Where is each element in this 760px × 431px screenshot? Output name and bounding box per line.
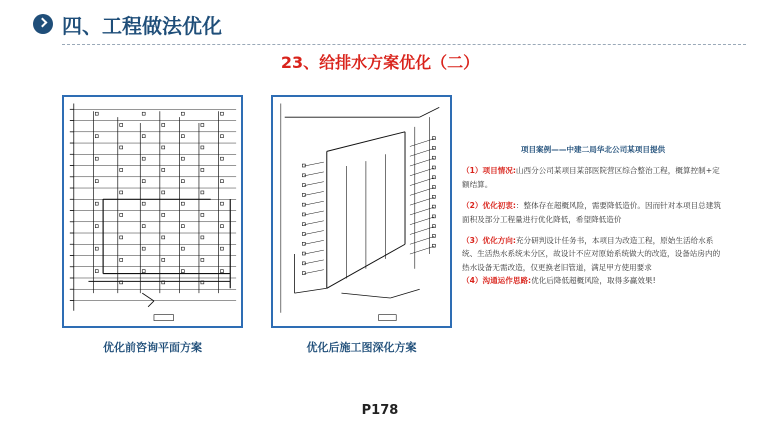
fixture-mark [181,225,184,228]
fixture-mark [95,157,98,160]
fixture-mark [120,191,123,194]
fixture-mark [201,168,204,171]
fixture-mark [201,123,204,126]
fixture-mark [142,157,145,160]
fixture-mark [201,146,204,149]
fixture-mark [220,202,223,205]
fixture-mark [201,191,204,194]
fixture-mark [162,213,165,216]
fixture-mark [220,270,223,273]
fixture-mark [142,112,145,115]
fixture-mark [302,164,305,167]
branch-line [410,246,434,254]
info-item-1 [462,164,724,191]
info-item-label: （1）项目情况: [462,166,516,176]
fixture-mark [120,258,123,261]
fixture-mark [95,135,98,138]
branch-line [304,250,324,254]
pipe-line [295,288,327,293]
fixture-mark [181,247,184,250]
fixture-mark [220,112,223,115]
fixture-mark [302,262,305,265]
before-plan-drawing [62,95,243,328]
fixture-mark [142,247,145,250]
fixture-mark [220,157,223,160]
fixture-mark [95,247,98,250]
fixture-mark [302,233,305,236]
branch-line [304,231,324,235]
fixture-mark [302,184,305,187]
branch-line [410,139,434,147]
branch-line [410,158,434,166]
branch-line [304,221,324,225]
fixture-mark [162,191,165,194]
info-item-4 [462,274,724,287]
branch-line [304,260,324,264]
fixture-mark [120,236,123,239]
fixture-mark [95,225,98,228]
fixture-mark [181,157,184,160]
fixture-mark [95,180,98,183]
pipe-line [390,289,419,298]
fixture-mark [201,213,204,216]
fixture-mark [181,180,184,183]
pipe-line [148,301,154,307]
branch-line [410,197,434,205]
fixture-mark [142,202,145,205]
fixture-mark [95,202,98,205]
branch-line [304,211,324,215]
before-plan-caption: 优化前咨询平面方案 [103,341,202,354]
branch-line [304,201,324,205]
fixture-mark [95,112,98,115]
main-pipe [420,107,440,117]
fixture-mark [162,123,165,126]
fixture-mark [220,225,223,228]
fixture-mark [120,168,123,171]
after-plan-drawing [271,95,452,328]
fixture-mark [142,225,145,228]
branch-line [410,227,434,235]
branch-line [410,207,434,215]
drawing-label-box [379,315,397,321]
info-item-3 [462,234,724,274]
main-title: 23、给排水方案优化（二） [280,53,480,72]
fixture-mark [181,202,184,205]
fixture-mark [120,123,123,126]
fixture-mark [181,112,184,115]
fixture-mark [181,135,184,138]
after-plan-svg [273,97,450,326]
fixture-mark [302,213,305,216]
fixture-mark [302,242,305,245]
info-heading: 项目案例——中建二局华北公司某项目提供 [520,145,666,154]
branch-line [410,178,434,186]
branch-line [304,162,324,166]
branch-line [410,148,434,156]
fixture-mark [120,146,123,149]
fixture-mark [201,258,204,261]
branch-line [304,270,324,274]
branch-line [410,217,434,225]
fixture-mark [162,168,165,171]
fixture-mark [162,258,165,261]
pipe-line [341,293,390,298]
fixture-mark [120,213,123,216]
fixture-mark [302,223,305,226]
branch-line [410,188,434,196]
after-plan-caption: 优化后施工图深化方案 [306,341,417,354]
branch-line [410,168,434,176]
fixture-mark [302,174,305,177]
info-item-label: （4）沟通运作思路: [462,276,532,286]
info-item-label: （2）优化初衷: [462,201,516,211]
fixture-mark [220,247,223,250]
info-item-2 [462,199,724,226]
fixture-mark [181,270,184,273]
fixture-mark [220,135,223,138]
branch-line [304,240,324,244]
branch-line [410,236,434,244]
info-item-text: 充分研判设计任务书，本项目为改造工程，原始生活给水系统、生活热水系统未分区，故设计不应对原始系统做大的改造，设备站房内的热水设备无需改造，仅更换老旧管道，满足甲方使用要求 [462,236,721,272]
info-item-text: ：整体存在超概风险，需要降低造价。因而针对本项目总建筑面积及部分工程量进行优化降低，希望降低造价 [462,201,721,224]
info-item-text: 优化后降低超概风险，取得多赢效果! [531,276,656,286]
section-title: 四、工程做法优化 [62,14,222,38]
header-arrow-icon [33,14,53,34]
fixture-mark [142,135,145,138]
fixture-mark [142,180,145,183]
project-info [462,143,724,296]
fixture-mark [162,146,165,149]
fixture-mark [302,252,305,255]
fixture-mark [201,236,204,239]
fixture-mark [302,203,305,206]
before-plan-svg [64,97,241,326]
info-item-text: 山西分公司某项目某部医院营区综合整治工程，概算控制+定额结算。 [462,166,720,189]
main-pipe [327,132,405,152]
branch-line [304,191,324,195]
fixture-mark [302,272,305,275]
info-item-label: （3）优化方向: [462,236,516,246]
pipe-line [142,293,154,301]
fixture-mark [95,270,98,273]
fixture-mark [142,270,145,273]
fixture-mark [302,193,305,196]
branch-line [304,172,324,176]
header-divider [62,44,746,45]
branch-line [304,182,324,186]
page-number: P178 [361,403,399,418]
drawing-label-box [154,315,174,321]
fixture-mark [220,180,223,183]
fixture-mark [162,236,165,239]
